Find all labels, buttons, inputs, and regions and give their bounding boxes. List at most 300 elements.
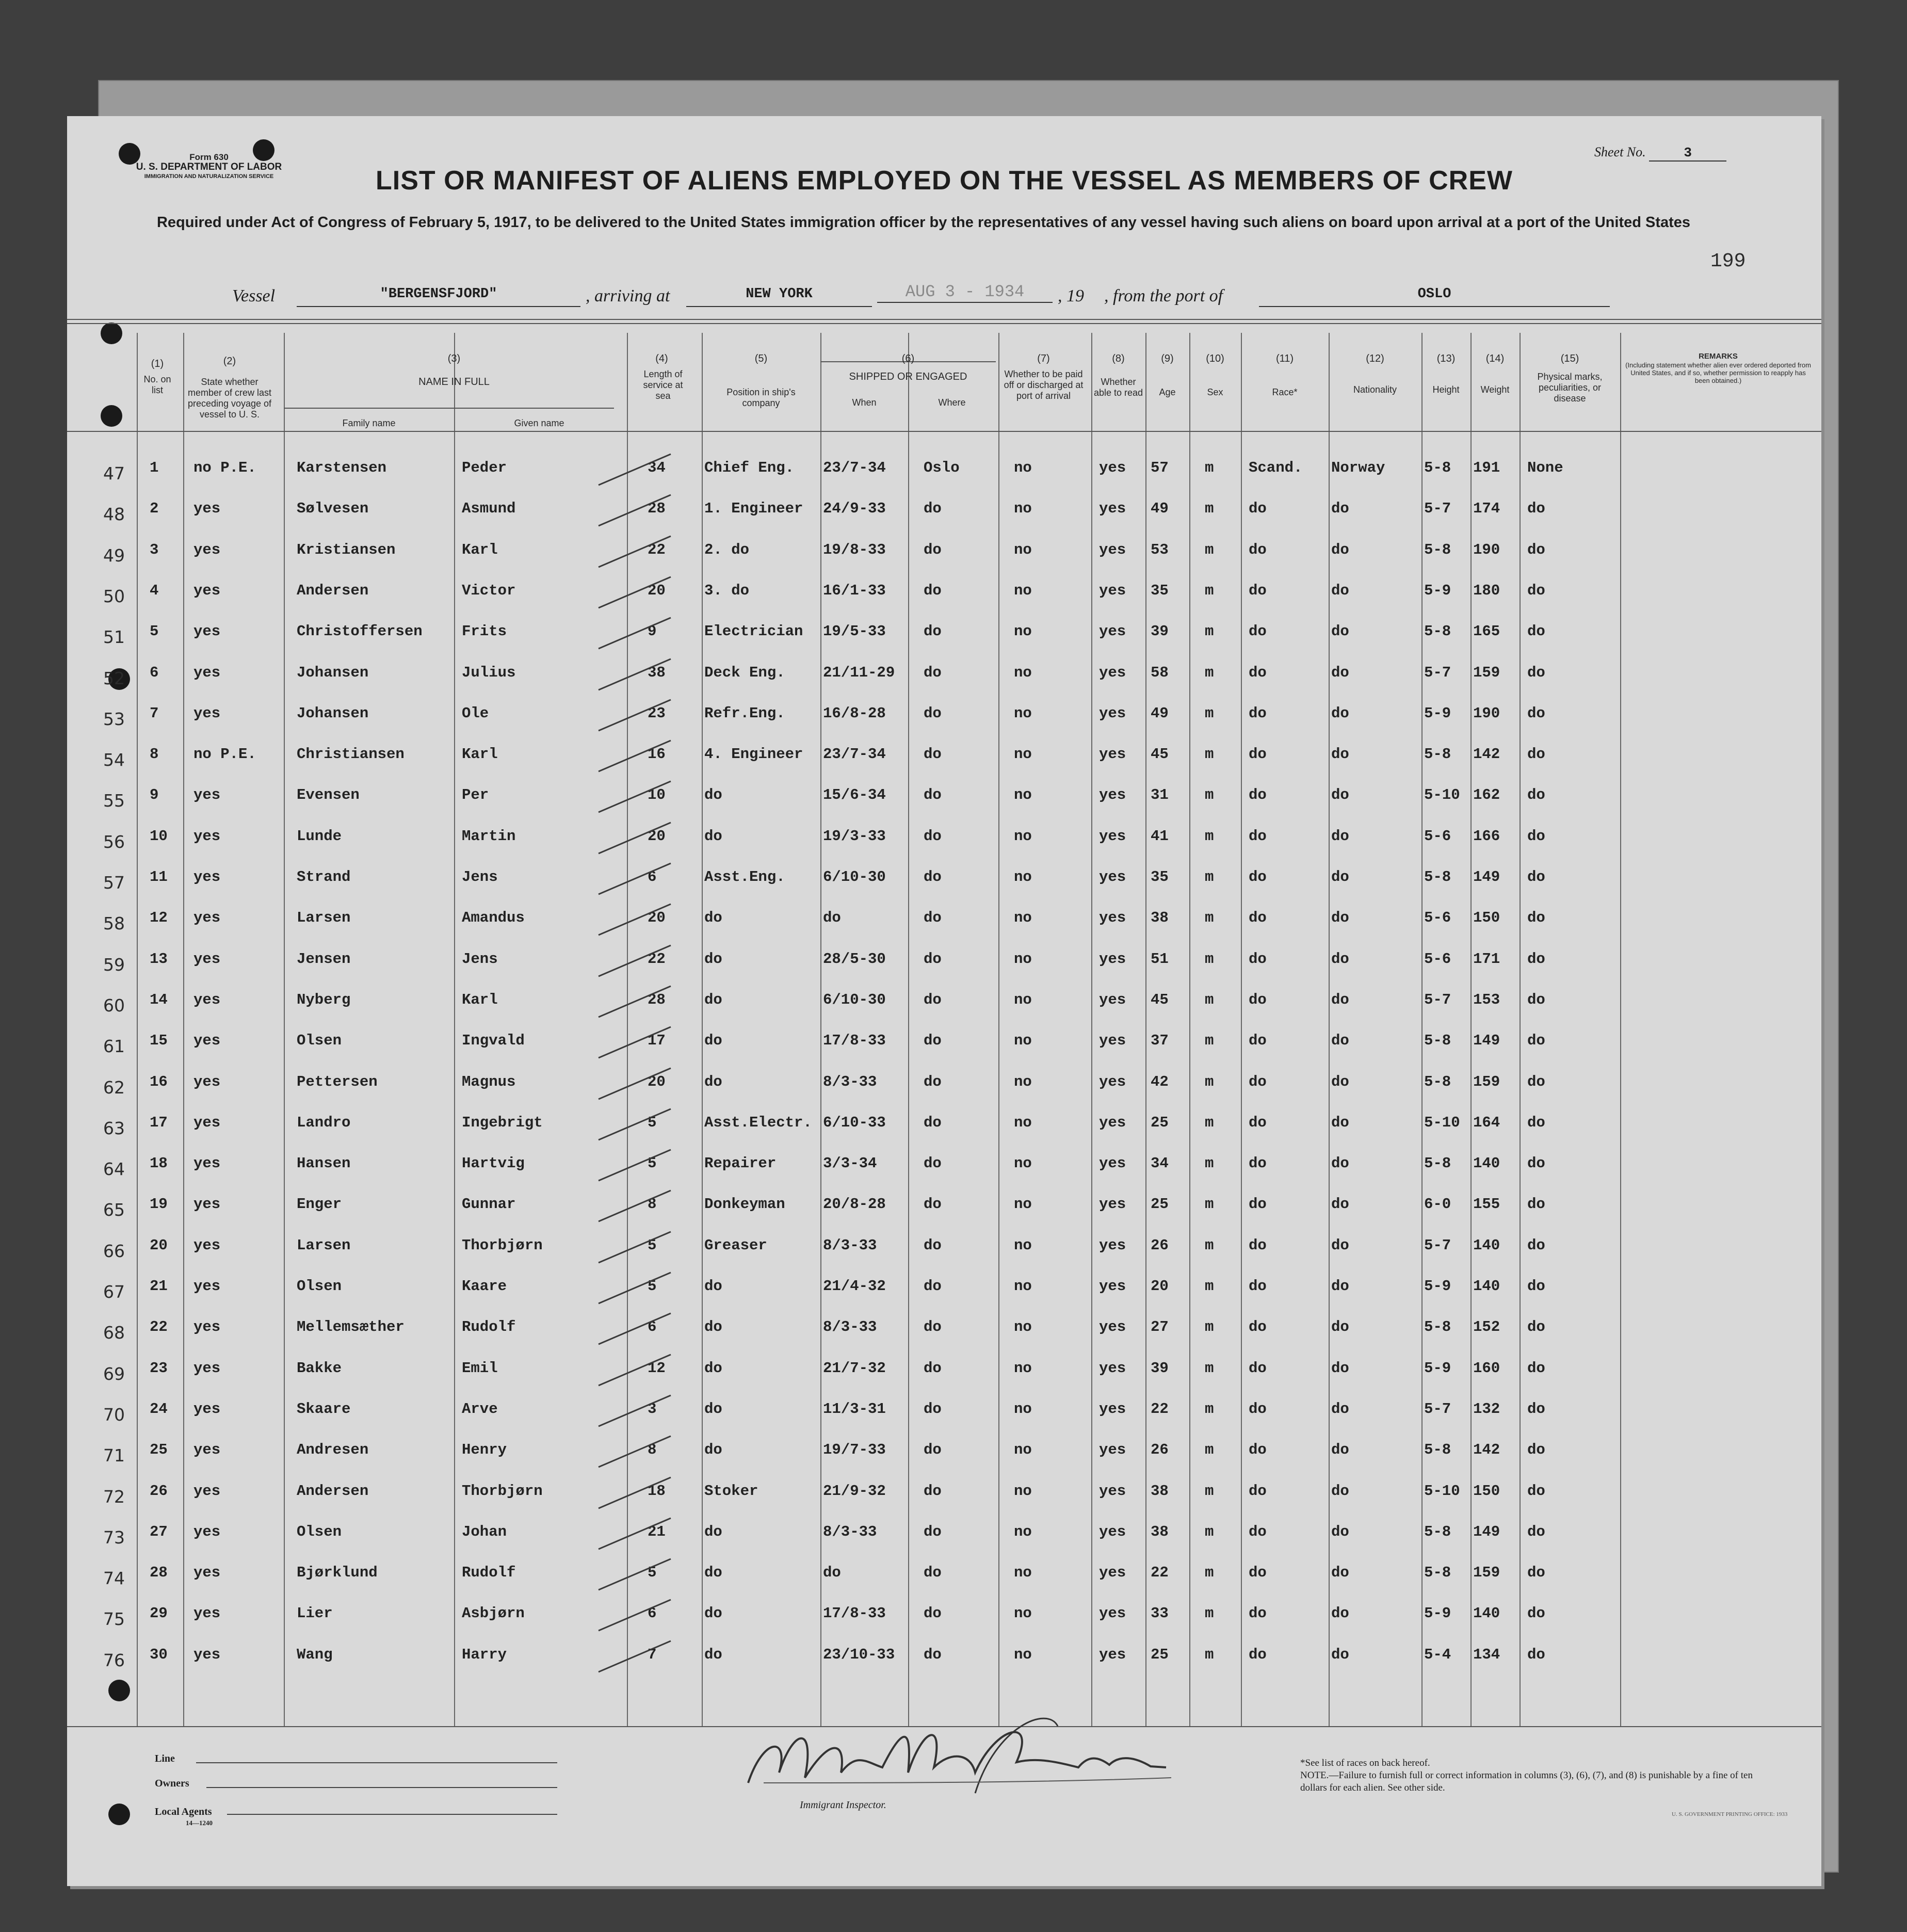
previous-voyage-cell: yes [193, 1605, 221, 1622]
shipped-where-header: Where [938, 397, 966, 408]
service-length-cell: 34 [648, 459, 666, 476]
shipped-where-cell: do [924, 1646, 942, 1663]
check-mark [593, 531, 676, 572]
position-cell: do [704, 1441, 722, 1459]
col-3-header: NAME IN FULL [418, 376, 490, 388]
able-to-read-cell: yes [1099, 746, 1126, 763]
service-length-cell: 8 [648, 1196, 657, 1213]
weight-cell: 191 [1473, 459, 1500, 476]
height-cell: 5-7 [1424, 991, 1451, 1008]
sex-cell: m [1205, 1114, 1214, 1131]
sex-cell: m [1205, 746, 1214, 763]
table-column-rule [820, 333, 821, 1726]
sex-cell: m [1205, 1441, 1214, 1459]
physical-marks-cell: do [1527, 1114, 1545, 1131]
weight-cell: 160 [1473, 1359, 1500, 1377]
paid-off-cell: no [1014, 500, 1032, 518]
weight-cell: 149 [1473, 868, 1500, 886]
shipped-when-cell: do [823, 1564, 841, 1582]
check-mark [593, 1063, 676, 1104]
check-mark [593, 1145, 676, 1186]
given-name-cell: Gunnar [462, 1196, 516, 1213]
paid-off-cell: no [1014, 1523, 1032, 1540]
age-cell: 26 [1151, 1441, 1169, 1459]
list-number-cell: 22 [150, 1318, 168, 1336]
family-name-cell: Landro [297, 1114, 351, 1131]
sex-cell: m [1205, 704, 1214, 722]
list-number-cell: 17 [150, 1114, 168, 1131]
age-cell: 26 [1151, 1236, 1169, 1254]
shipped-when-cell: 17/8-33 [823, 1605, 886, 1622]
punch-hole [101, 323, 122, 344]
shipped-when-cell: 28/5-30 [823, 950, 886, 968]
paid-off-cell: no [1014, 1155, 1032, 1172]
service-length-cell: 10 [648, 786, 666, 804]
position-cell: do [704, 1523, 722, 1540]
service-length-cell: 21 [648, 1523, 666, 1540]
family-name-cell: Pettersen [297, 1073, 378, 1090]
shipped-when-cell: 16/8-28 [823, 704, 886, 722]
position-cell: Greaser [704, 1236, 767, 1254]
given-name-cell: Emil [462, 1359, 498, 1377]
height-cell: 5-7 [1424, 664, 1451, 681]
col-14-header: Weight [1480, 384, 1510, 395]
age-cell: 31 [1151, 786, 1169, 804]
previous-voyage-cell: yes [193, 1318, 221, 1336]
previous-voyage-cell: yes [193, 704, 221, 722]
remarks-note: (Including statement whether alien ever ordered deported from United States, and if so, whether permission to reapply has been obtained.) [1625, 361, 1811, 384]
table-rule [67, 431, 1821, 432]
col-5-number: (5) [754, 353, 768, 364]
previous-voyage-cell: yes [193, 1278, 221, 1295]
table-column-rule [702, 333, 703, 1726]
shipped-when-cell: 19/8-33 [823, 541, 886, 558]
paid-off-cell: no [1014, 1646, 1032, 1663]
col-15-number: (15) [1560, 353, 1579, 364]
family-name-cell: Lier [297, 1605, 333, 1622]
given-name-cell: Peder [462, 459, 507, 476]
race-cell: do [1249, 623, 1267, 640]
from-port-label: , from the port of [1104, 286, 1223, 305]
previous-voyage-cell: yes [193, 1646, 221, 1663]
family-name-cell: Skaare [297, 1400, 351, 1418]
list-number-cell: 15 [150, 1032, 168, 1050]
nationality-cell: do [1331, 1605, 1349, 1622]
physical-marks-cell: do [1527, 1155, 1545, 1172]
list-number-cell: 24 [150, 1400, 168, 1418]
height-cell: 5-8 [1424, 1441, 1451, 1459]
physical-marks-cell: do [1527, 1441, 1545, 1459]
height-cell: 5-7 [1424, 1236, 1451, 1254]
check-mark [593, 899, 676, 940]
check-mark [593, 1431, 676, 1472]
physical-marks-cell: do [1527, 1236, 1545, 1254]
margin-number-cell: 54 [103, 750, 125, 770]
able-to-read-cell: yes [1099, 541, 1126, 558]
margin-number-cell: 51 [103, 627, 125, 648]
service-name: IMMIGRATION AND NATURALIZATION SERVICE [144, 173, 274, 180]
able-to-read-cell: yes [1099, 623, 1126, 640]
sex-cell: m [1205, 1236, 1214, 1254]
family-name-cell: Kristiansen [297, 541, 396, 558]
physical-marks-cell: do [1527, 1400, 1545, 1418]
shipped-where-cell: do [924, 1359, 942, 1377]
list-number-cell: 14 [150, 991, 168, 1008]
paid-off-cell: no [1014, 746, 1032, 763]
family-name-cell: Bjørklund [297, 1564, 378, 1582]
weight-cell: 190 [1473, 704, 1500, 722]
age-cell: 25 [1151, 1114, 1169, 1131]
given-name-cell: Martin [462, 827, 516, 845]
previous-voyage-cell: yes [193, 582, 221, 599]
previous-voyage-cell: yes [193, 623, 221, 640]
inspector-caption: Immigrant Inspector. [800, 1799, 886, 1811]
able-to-read-cell: yes [1099, 582, 1126, 599]
weight-cell: 153 [1473, 991, 1500, 1008]
physical-marks-cell: do [1527, 950, 1545, 968]
weight-cell: 150 [1473, 909, 1500, 927]
list-number-cell: 29 [150, 1605, 168, 1622]
sex-cell: m [1205, 664, 1214, 681]
given-name-cell: Per [462, 786, 489, 804]
able-to-read-cell: yes [1099, 664, 1126, 681]
list-number-cell: 21 [150, 1278, 168, 1295]
service-length-cell: 23 [648, 704, 666, 722]
physical-marks-cell: do [1527, 991, 1545, 1008]
age-cell: 51 [1151, 950, 1169, 968]
given-name-cell: Rudolf [462, 1564, 516, 1582]
sex-cell: m [1205, 868, 1214, 886]
margin-number-cell: 68 [103, 1323, 125, 1343]
previous-voyage-cell: yes [193, 1441, 221, 1459]
nationality-cell: do [1331, 909, 1349, 927]
vessel-line [232, 282, 1728, 312]
paid-off-cell: no [1014, 623, 1032, 640]
col-8-number: (8) [1112, 353, 1125, 364]
service-length-cell: 28 [648, 500, 666, 518]
height-cell: 5-8 [1424, 541, 1451, 558]
col-2-header: State whether member of crew last preceding voyage of vessel to U. S. [187, 377, 272, 420]
family-name-cell: Enger [297, 1196, 342, 1213]
service-length-cell: 20 [648, 909, 666, 927]
sex-cell: m [1205, 1523, 1214, 1540]
height-cell: 5-8 [1424, 868, 1451, 886]
service-length-cell: 7 [648, 1646, 657, 1663]
physical-marks-cell: do [1527, 1196, 1545, 1213]
race-cell: do [1249, 1114, 1267, 1131]
given-name-cell: Kaare [462, 1278, 507, 1295]
physical-marks-cell: do [1527, 1482, 1545, 1500]
height-cell: 5-8 [1424, 1523, 1451, 1540]
table-column-rule [284, 333, 285, 1726]
table-column-rule [1091, 333, 1092, 1726]
race-cell: do [1249, 746, 1267, 763]
weight-cell: 149 [1473, 1032, 1500, 1050]
nationality-cell: do [1331, 1359, 1349, 1377]
given-name-cell: Magnus [462, 1073, 516, 1090]
able-to-read-cell: yes [1099, 1482, 1126, 1500]
margin-number-cell: 60 [103, 995, 125, 1016]
margin-number-cell: 74 [103, 1568, 125, 1589]
arriving-port: NEW YORK [686, 286, 872, 307]
position-cell: do [704, 1646, 722, 1663]
punch-hole [108, 1680, 130, 1701]
vessel-label: Vessel [232, 286, 276, 305]
table-column-rule [998, 333, 999, 1726]
position-cell: do [704, 950, 722, 968]
service-length-cell: 22 [648, 950, 666, 968]
position-cell: do [704, 827, 722, 845]
able-to-read-cell: yes [1099, 1318, 1126, 1336]
nationality-cell: do [1331, 1032, 1349, 1050]
margin-number-cell: 47 [103, 463, 125, 484]
list-number-cell: 9 [150, 786, 159, 804]
previous-voyage-cell: yes [193, 909, 221, 927]
list-number-cell: 27 [150, 1523, 168, 1540]
margin-number-cell: 62 [103, 1077, 125, 1098]
sheet-number-label: Sheet No. [1594, 144, 1646, 159]
paid-off-cell: no [1014, 1318, 1032, 1336]
margin-number-cell: 49 [103, 545, 125, 566]
paid-off-cell: no [1014, 950, 1032, 968]
col-6-header: SHIPPED OR ENGAGED [849, 371, 967, 382]
list-number-cell: 28 [150, 1564, 168, 1582]
able-to-read-cell: yes [1099, 1196, 1126, 1213]
weight-cell: 190 [1473, 541, 1500, 558]
nationality-cell: do [1331, 541, 1349, 558]
position-cell: do [704, 1073, 722, 1090]
check-mark [593, 613, 676, 654]
paid-off-cell: no [1014, 991, 1032, 1008]
previous-voyage-cell: yes [193, 827, 221, 845]
check-mark [593, 1349, 676, 1391]
check-mark [593, 858, 676, 899]
col-4-header: Length of service at sea [643, 369, 683, 401]
service-length-cell: 38 [648, 664, 666, 681]
weight-cell: 180 [1473, 582, 1500, 599]
col-9-number: (9) [1161, 353, 1174, 364]
age-cell: 25 [1151, 1196, 1169, 1213]
height-cell: 5-9 [1424, 582, 1451, 599]
inspector-signature [728, 1705, 1192, 1809]
previous-voyage-cell: yes [193, 1073, 221, 1090]
check-mark [593, 1267, 676, 1309]
shipped-when-cell: 21/7-32 [823, 1359, 886, 1377]
height-cell: 5-9 [1424, 1278, 1451, 1295]
nationality-cell: do [1331, 1278, 1349, 1295]
header-rule [67, 323, 1821, 324]
height-cell: 6-0 [1424, 1196, 1451, 1213]
margin-number-cell: 53 [103, 709, 125, 729]
col-3-number: (3) [447, 353, 461, 364]
shipped-when-cell: 19/5-33 [823, 623, 886, 640]
able-to-read-cell: yes [1099, 1114, 1126, 1131]
physical-marks-cell: do [1527, 1318, 1545, 1336]
previous-voyage-cell: yes [193, 1114, 221, 1131]
sex-cell: m [1205, 1564, 1214, 1582]
height-cell: 5-8 [1424, 1155, 1451, 1172]
shipped-where-cell: do [924, 786, 942, 804]
shipped-where-cell: do [924, 1236, 942, 1254]
given-name-cell: Hartvig [462, 1155, 525, 1172]
shipped-where-cell: do [924, 909, 942, 927]
paid-off-cell: no [1014, 1482, 1032, 1500]
able-to-read-cell: yes [1099, 1646, 1126, 1663]
position-cell: 1. Engineer [704, 500, 803, 518]
paid-off-cell: no [1014, 704, 1032, 722]
shipped-where-cell: do [924, 1032, 942, 1050]
service-length-cell: 12 [648, 1359, 666, 1377]
given-name-cell: Thorbjørn [462, 1236, 543, 1254]
col-5-header: Position in ship's company [726, 387, 796, 408]
col-12-number: (12) [1366, 353, 1384, 364]
check-mark [593, 940, 676, 981]
weight-cell: 134 [1473, 1646, 1500, 1663]
height-cell: 5-8 [1424, 623, 1451, 640]
physical-marks-cell: do [1527, 909, 1545, 927]
nationality-cell: do [1331, 500, 1349, 518]
given-name-cell: Rudolf [462, 1318, 516, 1336]
family-name-cell: Olsen [297, 1278, 342, 1295]
able-to-read-cell: yes [1099, 991, 1126, 1008]
nationality-cell: do [1331, 582, 1349, 599]
nationality-cell: do [1331, 1236, 1349, 1254]
race-cell: do [1249, 1278, 1267, 1295]
sheet-number [1594, 144, 1726, 162]
paid-off-cell: no [1014, 909, 1032, 927]
service-length-cell: 22 [648, 541, 666, 558]
given-name-cell: Asmund [462, 500, 516, 518]
height-cell: 5-10 [1424, 1114, 1460, 1131]
position-cell: Donkeyman [704, 1196, 785, 1213]
age-cell: 38 [1151, 1523, 1169, 1540]
race-cell: do [1249, 582, 1267, 599]
margin-number-cell: 72 [103, 1486, 125, 1507]
col-11-number: (11) [1275, 353, 1294, 364]
check-mark [593, 572, 676, 613]
position-cell: 3. do [704, 582, 750, 599]
table-column-rule [1620, 333, 1621, 1726]
age-cell: 34 [1151, 1155, 1169, 1172]
age-cell: 57 [1151, 459, 1169, 476]
line-label: Line [155, 1753, 175, 1764]
previous-voyage-cell: yes [193, 500, 221, 518]
margin-number-cell: 71 [103, 1445, 125, 1466]
previous-voyage-cell: yes [193, 991, 221, 1008]
shipped-where-cell: do [924, 991, 942, 1008]
given-name-cell: Ole [462, 704, 489, 722]
service-length-cell: 28 [648, 991, 666, 1008]
table-column-rule [183, 333, 184, 1726]
table-column-rule [908, 333, 909, 1726]
physical-marks-cell: do [1527, 1359, 1545, 1377]
weight-cell: 166 [1473, 827, 1500, 845]
sex-cell: m [1205, 786, 1214, 804]
paid-off-cell: no [1014, 1278, 1032, 1295]
arriving-label: , arriving at [586, 286, 670, 305]
arrival-date-stamp: AUG 3 - 1934 [877, 282, 1053, 303]
list-number-cell: 23 [150, 1359, 168, 1377]
service-length-cell: 6 [648, 868, 657, 886]
nationality-cell: do [1331, 1441, 1349, 1459]
sex-cell: m [1205, 582, 1214, 599]
nationality-cell: do [1331, 950, 1349, 968]
given-name-cell: Thorbjørn [462, 1482, 543, 1500]
col-2-number: (2) [223, 356, 236, 367]
family-name-cell: Wang [297, 1646, 333, 1663]
nationality-cell: do [1331, 704, 1349, 722]
physical-marks-cell: do [1527, 746, 1545, 763]
margin-number-cell: 61 [103, 1036, 125, 1057]
weight-cell: 174 [1473, 500, 1500, 518]
nationality-cell: Norway [1331, 459, 1385, 476]
sex-cell: m [1205, 459, 1214, 476]
age-cell: 42 [1151, 1073, 1169, 1090]
list-number-cell: 1 [150, 459, 159, 476]
previous-voyage-cell: yes [193, 950, 221, 968]
family-name-cell: Johansen [297, 704, 369, 722]
service-length-cell: 5 [648, 1278, 657, 1295]
service-length-cell: 17 [648, 1032, 666, 1050]
age-cell: 22 [1151, 1564, 1169, 1582]
family-name-cell: Christoffersen [297, 623, 423, 640]
check-mark [593, 1022, 676, 1063]
list-number-cell: 4 [150, 582, 159, 599]
able-to-read-cell: yes [1099, 1441, 1126, 1459]
shipped-where-cell: Oslo [924, 459, 960, 476]
nationality-cell: do [1331, 786, 1349, 804]
service-length-cell: 20 [648, 1073, 666, 1090]
height-cell: 5-6 [1424, 909, 1451, 927]
age-cell: 35 [1151, 582, 1169, 599]
physical-marks-cell: do [1527, 1646, 1545, 1663]
physical-marks-cell: do [1527, 1605, 1545, 1622]
shipped-where-cell: do [924, 500, 942, 518]
able-to-read-cell: yes [1099, 1564, 1126, 1582]
given-name-cell: Karl [462, 541, 498, 558]
age-cell: 35 [1151, 868, 1169, 886]
height-cell: 5-9 [1424, 704, 1451, 722]
nationality-cell: do [1331, 1564, 1349, 1582]
height-cell: 5-8 [1424, 746, 1451, 763]
able-to-read-cell: yes [1099, 1605, 1126, 1622]
shipped-when-cell: 8/3-33 [823, 1318, 877, 1336]
shipped-when-cell: 8/3-33 [823, 1523, 877, 1540]
position-cell: do [704, 1400, 722, 1418]
sex-cell: m [1205, 500, 1214, 518]
check-mark [593, 735, 676, 777]
family-name-cell: Evensen [297, 786, 360, 804]
from-port: OSLO [1259, 286, 1610, 307]
footer-notes [1300, 1757, 1775, 1794]
table-column-rule [1329, 333, 1330, 1726]
shipped-when-cell: 19/7-33 [823, 1441, 886, 1459]
shipped-where-cell: do [924, 827, 942, 845]
age-cell: 22 [1151, 1400, 1169, 1418]
table-column-rule [1470, 333, 1472, 1726]
sex-cell: m [1205, 1400, 1214, 1418]
physical-marks-cell: do [1527, 623, 1545, 640]
check-mark [593, 654, 676, 695]
col-13-number: (13) [1436, 353, 1456, 364]
race-cell: do [1249, 1605, 1267, 1622]
col-6-number: (6) [901, 353, 915, 364]
race-cell: do [1249, 1441, 1267, 1459]
shipped-when-cell: 23/10-33 [823, 1646, 895, 1663]
nationality-cell: do [1331, 827, 1349, 845]
margin-number-cell: 52 [103, 668, 125, 688]
height-cell: 5-4 [1424, 1646, 1451, 1663]
